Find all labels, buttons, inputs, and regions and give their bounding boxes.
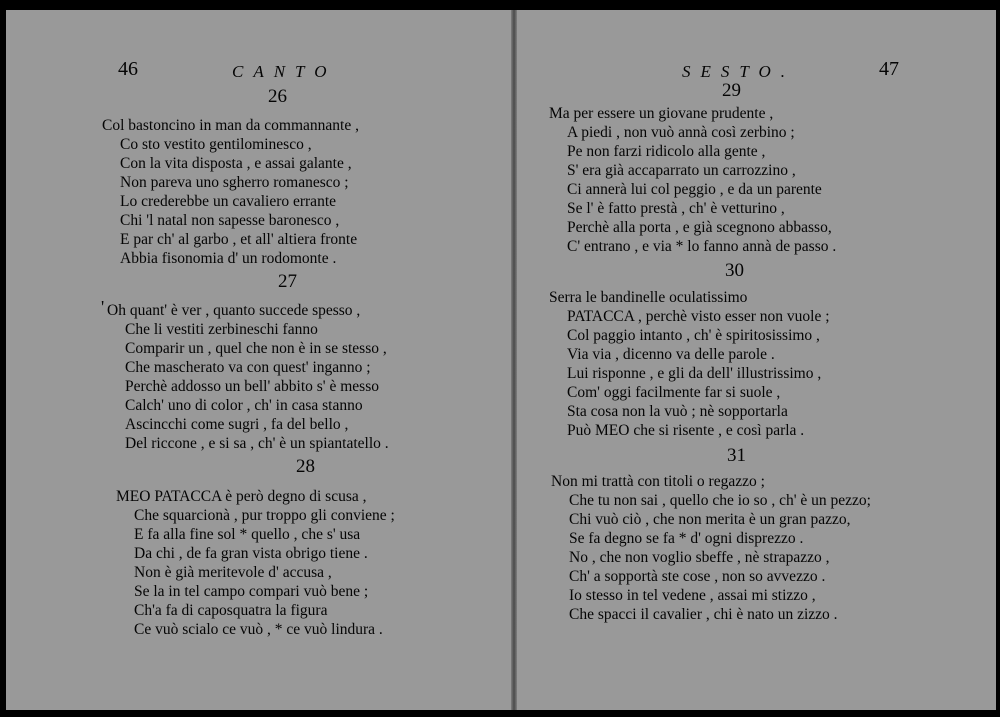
margin-mark: ' [101,297,105,317]
left-page [6,10,511,710]
verse-line: Se la in tel campo compari vuò bene ; [134,583,369,600]
verse-line: Ce vuò scialo ce vuò , * ce vuò lindura . [134,621,383,638]
stanza-number: 27 [278,271,297,292]
stanza-number: 26 [268,86,287,107]
verse-line: Che tu non sai , quello che io so , ch' è un pezzo; [569,492,871,509]
verse-line: Che spacci il cavalier , chi è nato un zizzo . [569,606,838,623]
running-head-left: CANTO [232,62,337,81]
verse-line: S' era già accaparrato un carrozzino , [567,162,796,179]
verse-line: Non è già meritevole d' accusa , [134,564,332,581]
stanza-number: 29 [722,80,741,101]
verse-line: Se fa degno se fa * d' ogni disprezzo . [569,530,804,547]
verse-line: Io stesso in tel vedene , assai mi stizzo , [569,587,816,604]
stanza-number: 30 [725,260,744,281]
verse-line: Lo crederebbe un cavaliero errante [120,193,337,210]
verse-line: PATACCA , perchè visto esser non vuole ; [567,308,830,325]
running-head-right: SESTO. [682,62,796,81]
verse-line: E par ch' al garbo , et all' altiera fronte [120,231,358,248]
verse-line: MEO PATACCA è però degno di scusa , [116,488,367,505]
verse-line: Chi 'l natal non sapesse baronesco , [120,212,340,229]
verse-line: Ch'a fa di caposquatra la figura [134,602,328,619]
book-spread-scan [6,10,996,710]
verse-line: Oh quant' è ver , quanto succede spesso , [107,302,361,319]
stanza-number: 31 [727,445,746,466]
stanza-number: 28 [296,456,315,477]
verse-line: Abbia fisonomia d' un rodomonte . [120,250,337,267]
verse-line: Ascincchi come sugri , fa del bello , [125,416,349,433]
verse-line: Pe non farzi ridicolo alla gente , [567,143,766,160]
verse-line: Può MEO che si risente , e così parla . [567,422,805,439]
verse-line: Calch' uno di color , ch' in casa stanno [125,397,363,414]
verse-line: E fa alla fine sol * quello , che s' usa [134,526,361,543]
verse-line: Chi vuò ciò , che non merita è un gran pazzo, [569,511,851,528]
verse-line: Perchè alla porta , e già scegnono abbasso, [567,219,832,236]
verse-line: Da chi , de fa gran vista obrigo tiene . [134,545,368,562]
verse-line: No , che non voglio sbeffe , nè strapazzo , [569,549,830,566]
verse-line: Via via , dicenno va delle parole . [567,346,775,363]
page-number-left: 46 [118,58,138,80]
page-number-right: 47 [879,58,899,80]
verse-line: Non pareva uno sgherro romanesco ; [120,174,349,191]
verse-line: Co sto vestito gentilominesco , [120,136,312,153]
right-page [517,10,996,710]
verse-line: Con la vita disposta , e assai galante , [120,155,352,172]
verse-line: Ma per essere un giovane prudente , [549,105,774,122]
verse-line: Col paggio intanto , ch' è spiritosissimo , [567,327,820,344]
verse-line: A piedi , non vuò annà così zerbino ; [567,124,795,141]
verse-line: Lui risponne , e gli da dell' illustrissimo , [567,365,822,382]
verse-line: Che mascherato va con quest' inganno ; [125,359,371,376]
verse-line: Col bastoncino in man da commannante , [102,117,359,134]
verse-line: Sta cosa non la vuò ; nè sopportarla [567,403,788,420]
verse-line: Se l' è fatto prestà , ch' è vetturino , [567,200,785,217]
verse-line: Perchè addosso un bell' abbito s' è messo [125,378,379,395]
verse-line: Serra le bandinelle oculatissimo [549,289,748,306]
verse-line: Non mi trattà con titoli o regazzo ; [551,473,765,490]
verse-line: Che squarcionà , pur troppo gli conviene ; [134,507,395,524]
verse-line: Ci annerà lui col peggio , e da un parente [567,181,822,198]
verse-line: Del riccone , e si sa , ch' è un spiantatello . [125,435,389,452]
verse-line: Che li vestiti zerbineschi fanno [125,321,318,338]
verse-line: C' entrano , e via * lo fanno annà de passo . [567,238,837,255]
verse-line: Ch' a sopportà ste cose , non so avvezzo . [569,568,826,585]
verse-line: Comparir un , quel che non è in se stesso , [125,340,387,357]
verse-line: Com' oggi facilmente far si suole , [567,384,781,401]
